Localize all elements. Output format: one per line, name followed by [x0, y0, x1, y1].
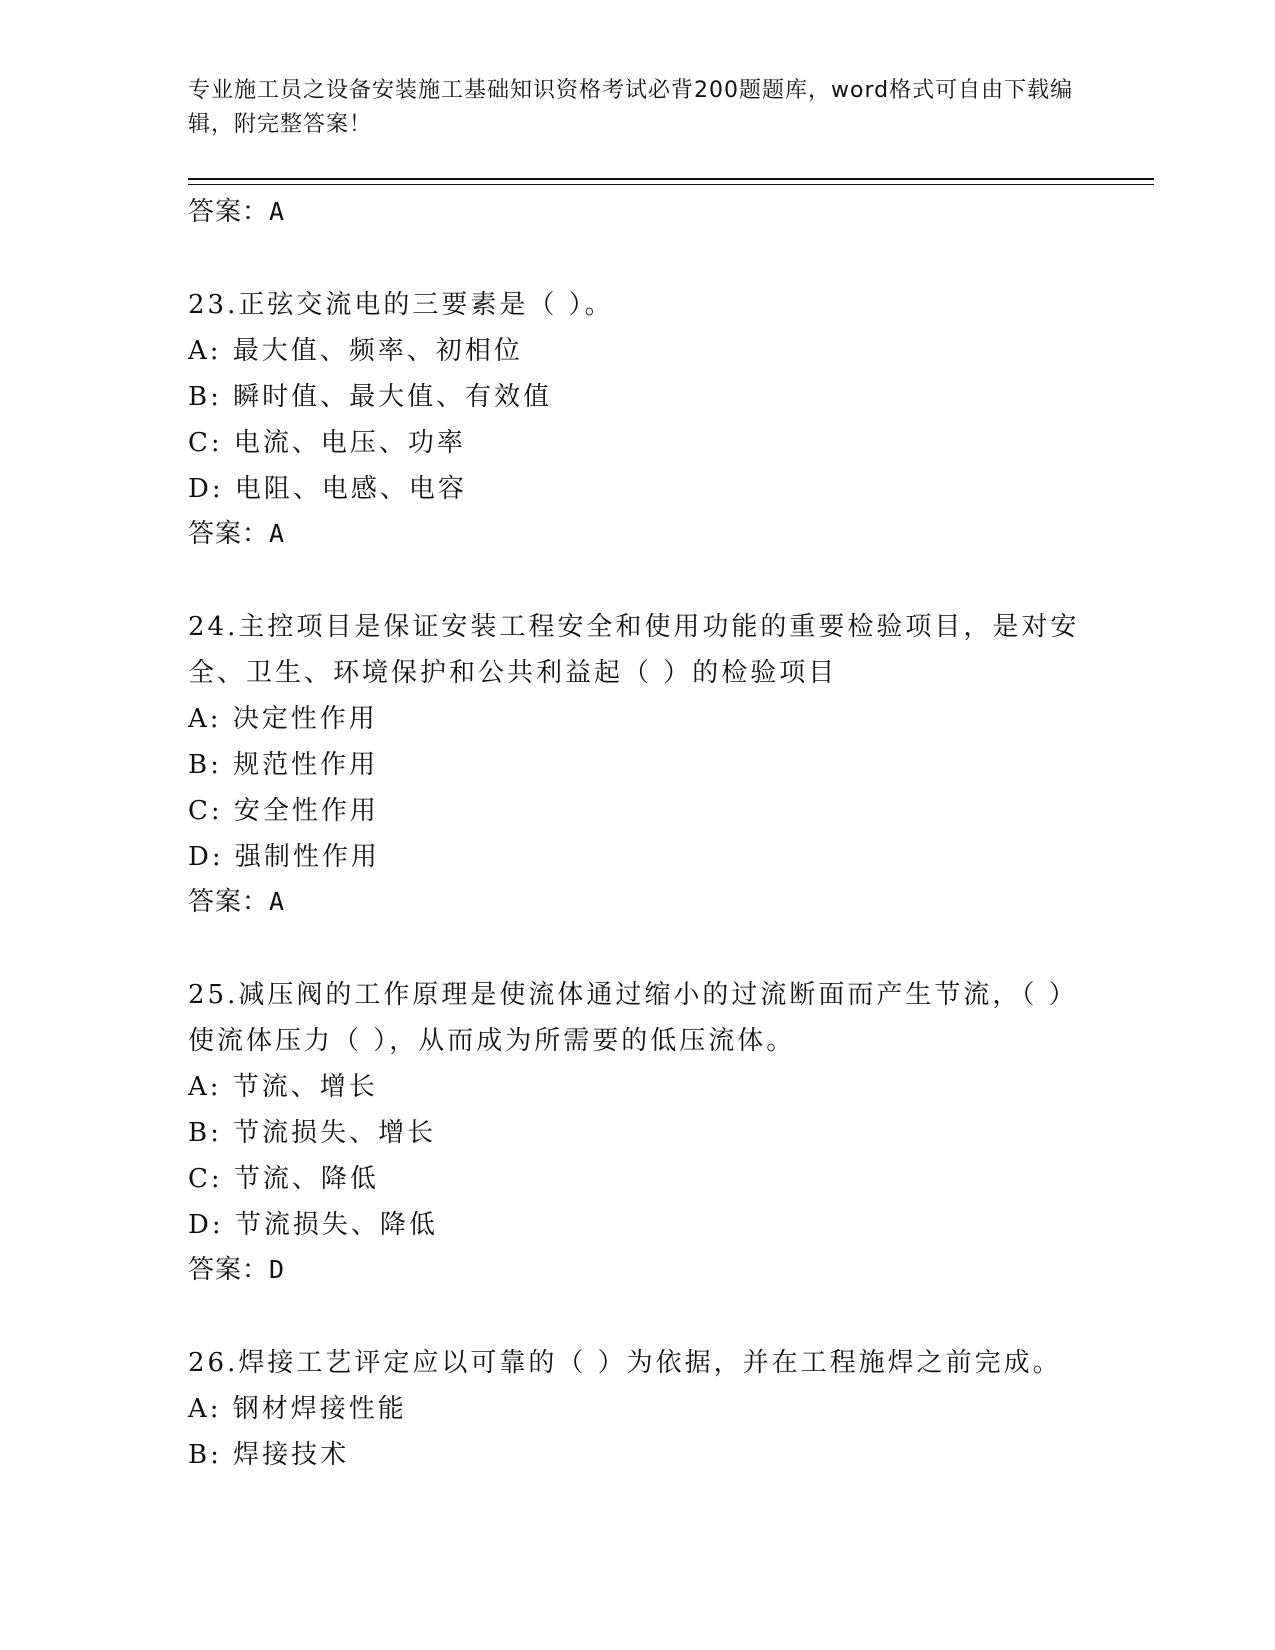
- question-block: [188, 972, 1088, 1292]
- option-b: B: 焊接技术: [188, 1440, 350, 1470]
- header-divider: [188, 178, 1154, 180]
- answer-label: 答案：: [188, 1255, 270, 1285]
- option-b: B: 规范性作用: [188, 750, 379, 780]
- option-a: A: 节流、增长: [188, 1072, 378, 1102]
- answer-label: 答案：: [188, 197, 270, 227]
- option-b: B: 节流损失、增长: [188, 1118, 437, 1148]
- option-a: A: 最大值、频率、初相位: [188, 336, 523, 366]
- answer-value: A: [269, 197, 286, 226]
- question-text: 25.减压阀的工作原理是使流体通过缩小的过流断面而产生节流，（ ）使流体压力（ ），从而成为所需要的低压流体。: [188, 980, 1078, 1056]
- page-header: 专业施工员之设备安装施工基础知识资格考试必背200题题库，word格式可自由下载编辑，附完整答案！: [188, 78, 1074, 137]
- question-text: 24.主控项目是保证安装工程安全和使用功能的重要检验项目，是对安全、卫生、环境保护和公共利益起（ ）的检验项目: [188, 612, 1080, 688]
- option-a: A: 决定性作用: [188, 704, 378, 734]
- option-d: D: 节流损失、降低: [188, 1210, 438, 1240]
- option-c: C: 电流、电压、功率: [188, 428, 466, 458]
- answer-value: A: [269, 519, 286, 548]
- option-a: A: 钢材焊接性能: [188, 1394, 407, 1424]
- option-d: D: 电阻、电感、电容: [188, 474, 467, 504]
- header-divider-thin: [188, 184, 1154, 185]
- answer-value: A: [269, 887, 286, 916]
- answer-value: D: [269, 1255, 286, 1284]
- question-list: [188, 190, 1088, 1478]
- answer-line: [188, 880, 1088, 924]
- question-block: [188, 604, 1088, 924]
- answer-label: 答案：: [188, 887, 270, 917]
- question-block: [188, 282, 1088, 556]
- answer-line: [188, 1248, 1088, 1292]
- option-d: D: 强制性作用: [188, 842, 380, 872]
- question-block: [188, 1340, 1088, 1478]
- option-b: B: 瞬时值、最大值、有效值: [188, 382, 553, 412]
- question-text: 23.正弦交流电的三要素是（ ）。: [188, 290, 614, 320]
- option-c: C: 节流、降低: [188, 1164, 379, 1194]
- question-text: 26.焊接工艺评定应以可靠的（ ）为依据，并在工程施焊之前完成。: [188, 1348, 1062, 1378]
- answer-line: [188, 190, 1088, 234]
- answer-line: [188, 512, 1088, 556]
- answer-label: 答案：: [188, 519, 270, 549]
- option-c: C: 安全性作用: [188, 796, 379, 826]
